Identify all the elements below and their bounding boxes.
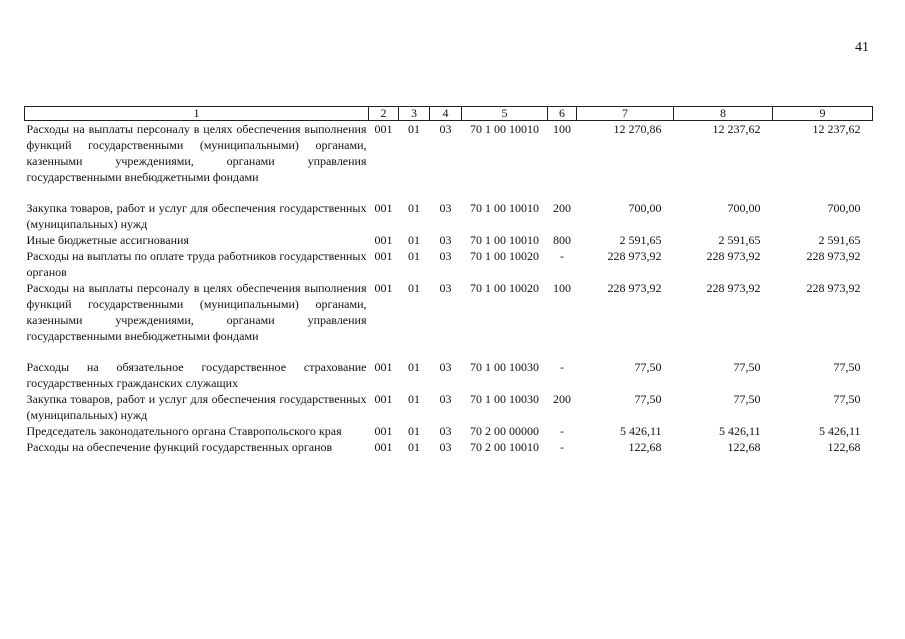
column-header: 6 [548,107,577,121]
table-row [25,200,873,232]
amount-col8-cell: 12 237,62 [712,122,761,136]
column-number-row [25,107,873,121]
column-header: 4 [430,107,462,121]
admin-code-cell: 001 [374,249,393,263]
row-name-cell: Расходы на обязательное государственное страхование государственных гражданских служащих [26,360,367,390]
amount-col9-cell: 228 973,92 [806,249,861,263]
amount-col8-cell: 2 591,65 [718,233,761,247]
budget-table-container [24,106,874,455]
table-row [25,423,873,439]
target-article-cell: 70 1 00 10030 [470,392,539,406]
budget-table [24,106,873,455]
section-code-cell: 01 [408,392,420,406]
target-article-cell: 70 1 00 10010 [470,233,539,247]
column-header: 7 [577,107,674,121]
target-article-cell: 70 1 00 10010 [470,122,539,136]
admin-code-cell: 001 [374,360,393,374]
target-article-cell: 70 1 00 10020 [470,249,539,263]
admin-code-cell: 001 [374,233,393,247]
section-code-cell: 01 [408,122,420,136]
amount-col8-cell: 77,50 [733,392,761,406]
expense-type-cell: 100 [553,122,571,136]
section-code-cell: 01 [408,201,420,215]
subsection-code-cell: 03 [439,281,452,295]
expense-type-cell: 200 [553,201,571,215]
expense-type-cell: - [560,360,564,374]
amount-col9-cell: 228 973,92 [806,281,861,295]
subsection-code-cell: 03 [439,360,452,374]
subsection-code-cell: 03 [439,201,452,215]
target-article-cell: 70 1 00 10010 [470,201,539,215]
amount-col7-cell: 228 973,92 [607,281,662,295]
expense-type-cell: - [560,424,564,438]
table-row [25,391,873,423]
admin-code-cell: 001 [374,392,393,406]
table-row [25,232,873,248]
amount-col7-cell: 700,00 [628,201,662,215]
row-name-cell: Закупка товаров, работ и услуг для обеспечения государственных (муниципальных) нужд [26,392,367,422]
target-article-cell: 70 1 00 10030 [470,360,539,374]
amount-col9-cell: 5 426,11 [818,424,861,438]
section-code-cell: 01 [408,424,420,438]
section-code-cell: 01 [408,281,420,295]
row-name-cell: Закупка товаров, работ и услуг для обеспечения государственных (муниципальных) нужд [26,201,367,231]
target-article-cell: 70 2 00 10010 [470,440,539,454]
admin-code-cell: 001 [374,424,393,438]
admin-code-cell: 001 [374,122,393,136]
amount-col9-cell: 77,50 [833,360,861,374]
amount-col9-cell: 12 237,62 [812,122,861,136]
column-header: 1 [25,107,369,121]
expense-type-cell: 800 [553,233,571,247]
amount-col7-cell: 228 973,92 [607,249,662,263]
subsection-code-cell: 03 [439,233,452,247]
amount-col8-cell: 5 426,11 [718,424,761,438]
amount-col8-cell: 228 973,92 [706,249,761,263]
column-header: 5 [462,107,548,121]
table-row [25,280,873,344]
expense-type-cell: - [560,249,564,263]
table-row [25,121,873,186]
row-spacer [25,185,873,200]
amount-col9-cell: 77,50 [833,392,861,406]
spacer-cell [25,344,873,359]
column-header: 8 [674,107,773,121]
amount-col9-cell: 122,68 [827,440,861,454]
section-code-cell: 01 [408,360,420,374]
section-code-cell: 01 [408,440,420,454]
section-code-cell: 01 [408,249,420,263]
amount-col9-cell: 700,00 [827,201,861,215]
table-row [25,359,873,391]
expense-type-cell: 200 [553,392,571,406]
amount-col8-cell: 77,50 [733,360,761,374]
amount-col8-cell: 228 973,92 [706,281,761,295]
page-number: 41 [855,40,869,55]
column-header: 2 [369,107,399,121]
table-row [25,248,873,280]
section-code-cell: 01 [408,233,420,247]
row-name-cell: Расходы на обеспечение функций государственных органов [26,440,333,454]
amount-col8-cell: 122,68 [727,440,761,454]
row-name-cell: Расходы на выплаты персоналу в целях обеспечения выполнения функций государственными (муниципальными) органами, казенными учреждениями, органами управления государственными внебюджетными фондами [26,122,367,184]
spacer-cell [25,185,873,200]
row-name-cell: Расходы на выплаты по оплате труда работников государственных органов [26,249,367,279]
expense-type-cell: 100 [553,281,571,295]
row-name-cell: Расходы на выплаты персоналу в целях обеспечения выполнения функций государственными (муниципальными) органами, казенными учреждениями, органами управления государственными внебюджетными фондами [26,281,367,343]
admin-code-cell: 001 [374,281,393,295]
expense-type-cell: - [560,440,564,454]
amount-col8-cell: 700,00 [727,201,761,215]
row-spacer [25,344,873,359]
row-name-cell: Иные бюджетные ассигнования [26,233,189,247]
column-header: 3 [399,107,430,121]
amount-col7-cell: 5 426,11 [619,424,662,438]
row-name-cell: Председатель законодательного органа Ставропольского края [26,424,342,438]
target-article-cell: 70 2 00 00000 [470,424,539,438]
subsection-code-cell: 03 [439,440,452,454]
amount-col7-cell: 77,50 [634,360,662,374]
column-header: 9 [773,107,873,121]
target-article-cell: 70 1 00 10020 [470,281,539,295]
amount-col7-cell: 77,50 [634,392,662,406]
admin-code-cell: 001 [374,201,393,215]
admin-code-cell: 001 [374,440,393,454]
table-row [25,439,873,455]
amount-col7-cell: 12 270,86 [613,122,662,136]
subsection-code-cell: 03 [439,392,452,406]
amount-col9-cell: 2 591,65 [818,233,861,247]
table-body [25,121,873,456]
subsection-code-cell: 03 [439,424,452,438]
subsection-code-cell: 03 [439,122,452,136]
subsection-code-cell: 03 [439,249,452,263]
amount-col7-cell: 2 591,65 [619,233,662,247]
amount-col7-cell: 122,68 [628,440,662,454]
